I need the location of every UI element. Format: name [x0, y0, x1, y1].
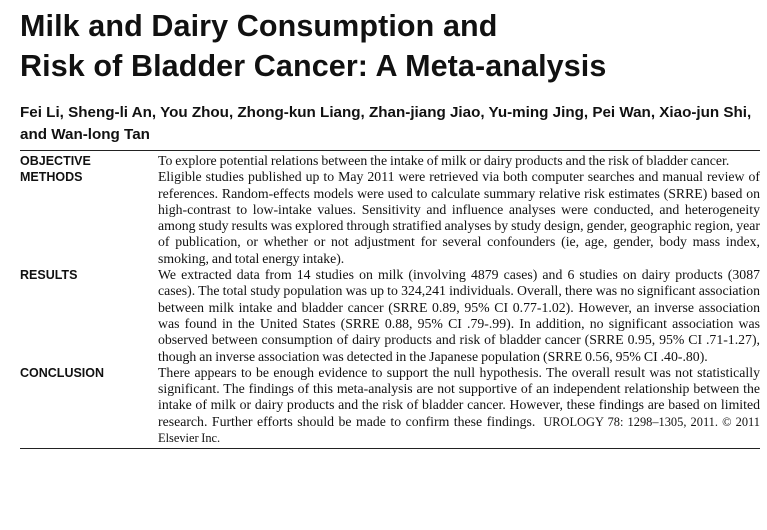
section-text-methods: Eligible studies published up to May 2011 were retrieved via both computer searches and manual review of references. Random-effects models were used to calculate summary relative risk estimates (SRRE) based on high-contrast to low-intake values. Sensitivity and influence analyses were conducted, and heterogeneity among study results was explored through stratified analyses by study design, gender, geographic region, year of publication, or whether or not adjustment for several confounders (ie, age, gender, body mass index, smoking, and total energy intake).	[158, 169, 760, 266]
title-line-2: Risk of Bladder Cancer: A Meta-analysis	[20, 49, 607, 83]
section-text-conclusion	[158, 365, 760, 446]
abstract-section-objective	[20, 153, 760, 169]
conclusion-body: There appears to be enough evidence to support the null hypothesis. The overall result was not statistically significant. The findings of this meta-analysis are not supportive of an independent relationship between the intake of milk or dairy products and the risk of bladder cancer. However, these findings are based on limited research. Further efforts should be made to confirm these findings.	[158, 364, 760, 429]
abstract-section-conclusion	[20, 365, 760, 446]
section-label-results: RESULTS	[20, 268, 78, 283]
abstract-section-results	[20, 267, 760, 365]
structured-abstract	[20, 150, 760, 449]
author-list: Fei Li, Sheng-li An, You Zhou, Zhong-kun Liang, Zhan-jiang Jiao, Yu-ming Jing, Pei Wan, Xiao-jun Shi, and Wan-long Tan	[20, 104, 752, 143]
section-text-results: We extracted data from 14 studies on milk (involving 4879 cases) and 6 studies on dairy products (3087 cases). The total study population was up to 324,241 individuals. Overall, there was no significant association between milk intake and bladder cancer (SRRE 0.89, 95% CI 0.77-1.02). However, an inverse association was found in the United States (SRRE 0.88, 95% CI .79-.99). In addition, no significant association was observed between consumption of dairy products and risk of bladder cancer (SRRE 0.95, 95% CI .71-1.27), though an inverse association was detected in the Japanese population (SRRE 0.56, 95% CI .40-.80).	[158, 267, 760, 364]
article-title	[20, 6, 760, 86]
article-page	[20, 6, 760, 449]
section-label-objective: OBJECTIVE	[20, 154, 91, 168]
abstract-section-methods	[20, 169, 760, 267]
section-label-methods: METHODS	[20, 170, 83, 185]
title-line-1: Milk and Dairy Consumption and	[20, 9, 498, 43]
section-text-objective: To explore potential relations between the intake of milk or dairy products and the risk of bladder cancer.	[158, 153, 730, 168]
journal-citation: UROLOGY 78: 1298–1305, 2011. © 2011 Elsevier Inc.	[158, 414, 760, 446]
section-label-conclusion: CONCLUSION	[20, 365, 105, 380]
